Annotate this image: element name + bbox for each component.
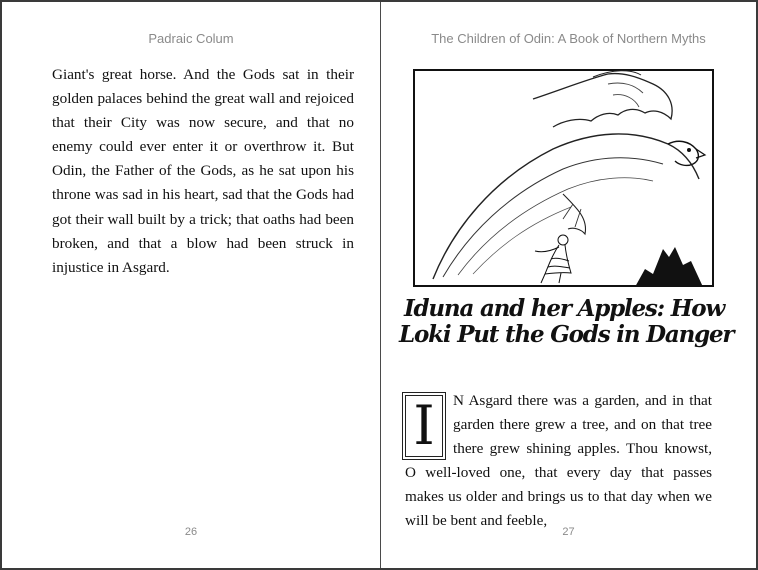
drop-cap: I <box>405 395 443 457</box>
left-page-text <box>52 63 354 280</box>
right-page[interactable] <box>381 2 756 568</box>
paragraph: N Asgard there was a garden, and in that garden there grew a tree, and on that tree there grew shining apples. Thou knowst, O well-loved one, that every day that passes makes us older and brings us to that day when we will be bent and feeble, <box>405 392 712 530</box>
book-spread <box>2 2 756 568</box>
running-head-book-title: The Children of Odin: A Book of Northern Myths <box>431 31 706 46</box>
chapter-opening-text <box>405 389 712 534</box>
chapter-illustration <box>413 69 714 287</box>
running-head-author: Padraic Colum <box>148 31 234 46</box>
page-number: 26 <box>184 526 198 538</box>
chapter-title-line: Loki Put the Gods in Danger <box>399 321 734 348</box>
left-page[interactable] <box>2 2 381 568</box>
eagle-carrying-iduna-illustration <box>413 69 714 287</box>
chapter-title <box>399 295 734 348</box>
chapter-title-line: Iduna and her Apples: How <box>403 295 725 322</box>
page-number: 27 <box>562 526 575 538</box>
paragraph: Giant's great horse. And the Gods sat in their golden palaces behind the great wall and rejoiced that their City was now secure, and that no enemy could ever enter it or overthrow it. But Odin, the Father of the Gods, as he sat upon his throne was sad in his heart, sad that the Gods had got their wall built by a trick; that oaths had been broken, and that a blow had been struck in injustice in Asgard. <box>52 66 354 276</box>
